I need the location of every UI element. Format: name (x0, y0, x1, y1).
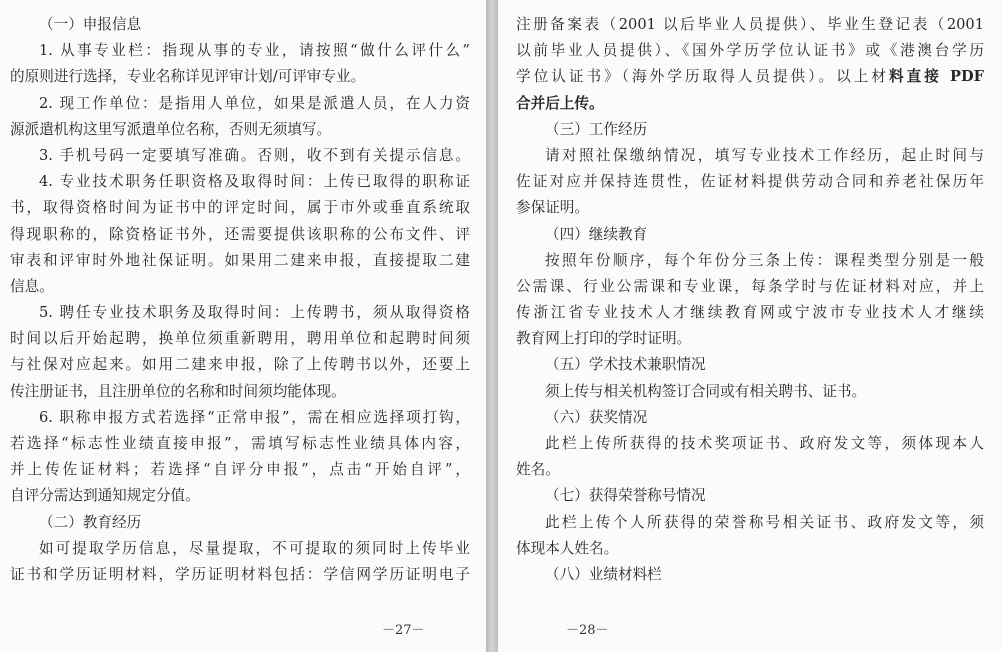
text-line: 并上传佐证材料；若选择“自评分申报”，点击“开始自评”， (10, 461, 470, 479)
text-line: 传注册证书，且注册单位的名称和时间须均能体现。 (10, 382, 346, 400)
text-line: 的原则进行选择，专业名称详见评审计划/可评审专业。 (10, 68, 366, 86)
text-line: 教育网上打印的学时证明。 (516, 330, 692, 348)
text-line: 源派遣机构这里写派遣单位名称，否则无须填写。 (10, 120, 332, 138)
text-line: 信息。 (10, 277, 54, 295)
page-text-body (516, 12, 984, 588)
bold-text-run: 料直接 PDF (889, 68, 984, 86)
text-line: 3. 手机号码一定要填写准确。否则，收不到有关提示信息。 (39, 146, 470, 164)
section-heading: （五）学术技术兼职情况 (545, 356, 706, 374)
text-line: 自评分需达到通知规定分值。 (10, 487, 200, 505)
text-run: 学位认证书》（海外学历取得人员提供）。以上材 (516, 68, 890, 86)
section-heading: （三）工作经历 (545, 120, 648, 138)
text-line: 5. 聘任专业技术职务及取得时间：上传聘书，须从取得资格 (39, 304, 470, 322)
page-gutter (486, 0, 498, 652)
text-line: 证书和学历证明材料，学历证明材料包括：学信网学历证明电子 (10, 565, 470, 583)
text-line: 此栏上传个人所获得的荣誉称号相关证书、政府发文等，须 (545, 513, 984, 531)
text-line: 请对照社保缴纳情况，填写专业技术工作经历，起止时间与 (545, 146, 984, 164)
text-line (516, 64, 984, 90)
text-line: 如可提取学历信息，尽量提取，不可提取的须同时上传毕业 (39, 539, 470, 557)
page-number: －28－ (566, 623, 609, 638)
text-line: 此栏上传所获得的技术奖项证书、政府发文等，须体现本人 (545, 435, 984, 452)
text-line: 须上传与相关机构签订合同或有相关聘书、证书。 (545, 382, 867, 400)
text-line: 审表和评审时外地社保证明。如果用二建来申报，直接提取二建 (10, 251, 470, 269)
text-line: 时间以后开始起聘，换单位须重新聘用，聘用单位和起聘时间须 (10, 330, 470, 348)
text-line: 与社保对应起来。如用二建来申报，除了上传聘书以外，还要上 (10, 356, 470, 374)
text-line: 佐证对应并保持连贯性，佐证材料提供劳动合同和养老社保历年 (516, 173, 984, 191)
section-heading: （二）教育经历 (39, 513, 142, 531)
text-line: 传浙江省专业技术人才继续教育网或宁波市专业技术人才继续 (516, 304, 984, 322)
text-line: 合并后上传。 (516, 94, 604, 112)
text-line: 注册备案表（2001 以后毕业人员提供）、毕业生登记表（2001 (516, 16, 984, 33)
text-line: 若选择“标志性业绩直接申报”，需填写标志性业绩具体内容， (10, 435, 470, 452)
page-number: －27－ (382, 623, 425, 638)
text-line: 书，取得资格时间为证书中的评定时间，属于市外或垂直系统取 (10, 199, 470, 217)
section-heading: （六）获奖情况 (545, 408, 648, 426)
section-heading: （七）获得荣誉称号情况 (545, 487, 706, 505)
document-page-right (498, 0, 1002, 652)
text-line: 1. 从事专业栏：指现从事的专业，请按照“做什么评什么” (39, 42, 470, 60)
page-text-body (10, 12, 470, 588)
text-line: 体现本人姓名。 (516, 539, 619, 557)
text-line: 以前毕业人员提供）、《国外学历学位认证书》或《港澳台学历 (516, 42, 984, 60)
text-line: 4. 专业技术职务任职资格及取得时间：上传已取得的职称证 (39, 173, 470, 191)
document-page-left (0, 0, 486, 652)
text-line: 参保证明。 (516, 199, 589, 217)
text-line: 姓名。 (516, 461, 560, 479)
text-line: 公需课、行业公需课和专业课，每条学时与佐证材料对应，并上 (516, 277, 984, 295)
text-line: 得现职称的，除资格证书外，还需要提供该职称的公布文件、评 (10, 225, 470, 243)
section-heading: （八）业绩材料栏 (545, 565, 662, 583)
text-line: 6. 职称申报方式若选择“正常申报”，需在相应选择项打钩， (39, 408, 470, 426)
text-line: 2. 现工作单位：是指用人单位，如果是派遣人员，在人力资 (39, 94, 470, 112)
section-heading: （一）申报信息 (39, 16, 142, 33)
section-heading: （四）继续教育 (545, 225, 648, 243)
text-line: 按照年份顺序，每个年份分三条上传：课程类型分别是一般 (545, 251, 984, 269)
